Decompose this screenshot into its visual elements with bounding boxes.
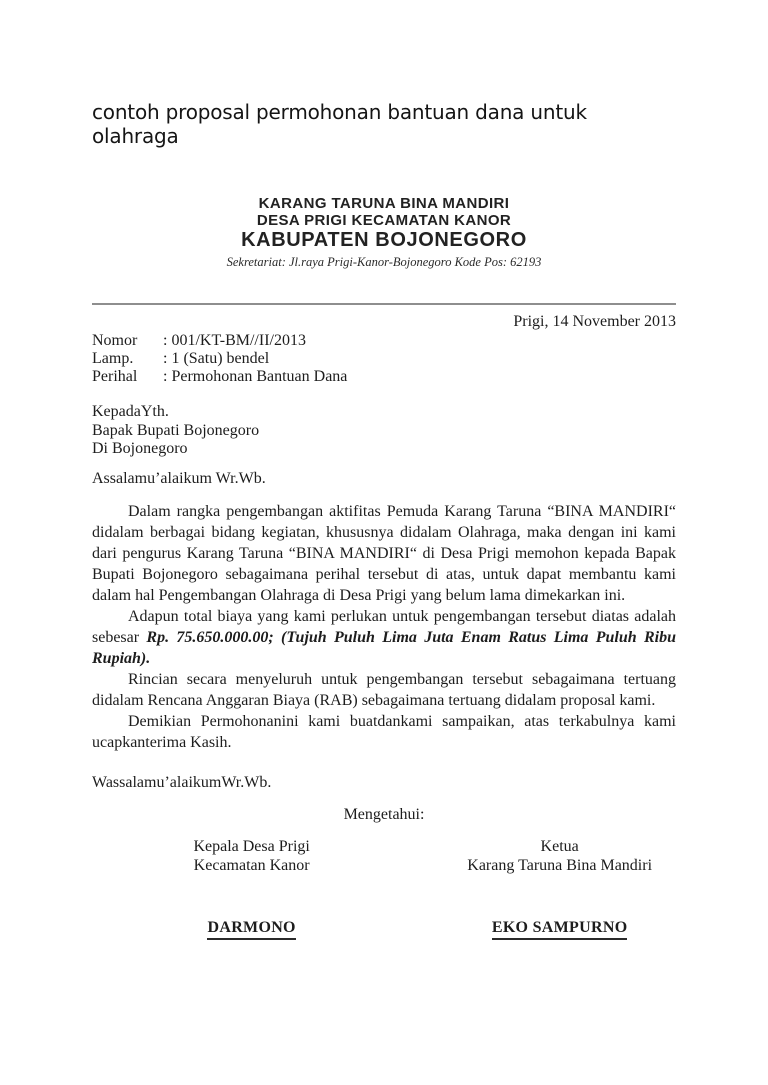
meta-label-nomor: Nomor xyxy=(92,332,138,349)
meta-value-perihal: : Permohonan Bantuan Dana xyxy=(163,368,348,385)
meta-label-lamp: Lamp. xyxy=(92,350,134,367)
signature-left-role-line2: Kecamatan Kanor xyxy=(193,856,310,874)
paragraph-closing: Demikian Permohonanini kami buatdankami sampaikan, atas terkabulnya kami ucapkanterima Kasih. xyxy=(92,712,676,751)
meta-row-perihal xyxy=(92,368,676,386)
letter-meta-block xyxy=(92,332,676,386)
letterhead-secretariat-line: Sekretariat: Jl.raya Prigi-Kanor-Bojonegoro Kode Pos: 62193 xyxy=(226,255,542,269)
opening-salutation: Assalamu’alaikum Wr.Wb. xyxy=(92,469,266,487)
paragraph-budget-text: Adapun total biaya yang kami perlukan untuk pengembangan tersebut diatas adalah sebesar xyxy=(92,607,676,646)
signature-right-name: EKO SAMPURNO xyxy=(443,918,676,940)
meta-label-perihal: Perihal xyxy=(92,368,138,385)
paragraph-rab: Rincian secara menyeluruh untuk pengembangan tersebut sebagaimana tertuang didalam Rencana Anggaran Biaya (RAB) sebagaimana tertuang didalam proposal kami. xyxy=(92,670,676,709)
signature-left-column xyxy=(145,837,358,940)
letterhead-regency-line: KABUPATEN BOJONEGORO xyxy=(241,229,527,251)
meta-row-lamp xyxy=(92,350,676,368)
date-place-line: Prigi, 14 November 2013 xyxy=(513,313,676,330)
meta-value-lamp: : 1 (Satu) bendel xyxy=(163,350,270,367)
addressee-line-kepada: KepadaYth. xyxy=(92,403,169,420)
signature-left-role-line1: Kepala Desa Prigi xyxy=(193,837,310,855)
paragraph-purpose: Dalam rangka pengembangan aktifitas Pemuda Karang Taruna “BINA MANDIRI“ didalam berbagai bidang kegiatan, khususnya didalam Olahraga, maka dengan ini kami dari pengurus Karang Taruna “BINA MANDIRI“ di Desa Prigi memohon kepada Bapak Bupati Bojonegoro sebagaimana perihal tersebut di atas, untuk dapat membantu kami dalam hal Pengembangan Olahraga di Desa Prigi yang belum lama dimekarkan ini. xyxy=(92,502,676,604)
acknowledgement-heading: Mengetahui: xyxy=(343,805,425,823)
addressee-line-city: Di Bojonegoro xyxy=(92,440,188,457)
signature-section xyxy=(92,837,676,940)
letterhead-village-line: DESA PRIGI KECAMATAN KANOR xyxy=(256,212,512,229)
signature-right-role-line1: Ketua xyxy=(540,837,579,855)
letterhead xyxy=(92,195,676,270)
signature-right-column xyxy=(443,837,676,940)
letter-body xyxy=(92,501,676,753)
paragraph-budget-amount: Rp. 75.650.000.00; (Tujuh Puluh Lima Juta Enam Ratus Lima Puluh Ribu Rupiah). xyxy=(92,628,676,667)
letterhead-divider-line xyxy=(92,303,676,305)
page-title: contoh proposal permohonan bantuan dana untuk olahraga xyxy=(92,100,587,148)
letterhead-org-name: KARANG TARUNA BINA MANDIRI xyxy=(258,195,510,212)
signature-left-name: DARMONO xyxy=(145,918,358,940)
signature-right-role-line2: Karang Taruna Bina Mandiri xyxy=(467,856,653,874)
paragraph-budget xyxy=(92,606,676,669)
closing-salutation: Wassalamu’alaikumWr.Wb. xyxy=(92,773,272,791)
meta-row-nomor xyxy=(92,332,676,350)
addressee-line-recipient: Bapak Bupati Bojonegoro xyxy=(92,421,260,439)
meta-value-nomor: : 001/KT-BM//II/2013 xyxy=(163,332,306,349)
addressee-block xyxy=(92,403,676,459)
